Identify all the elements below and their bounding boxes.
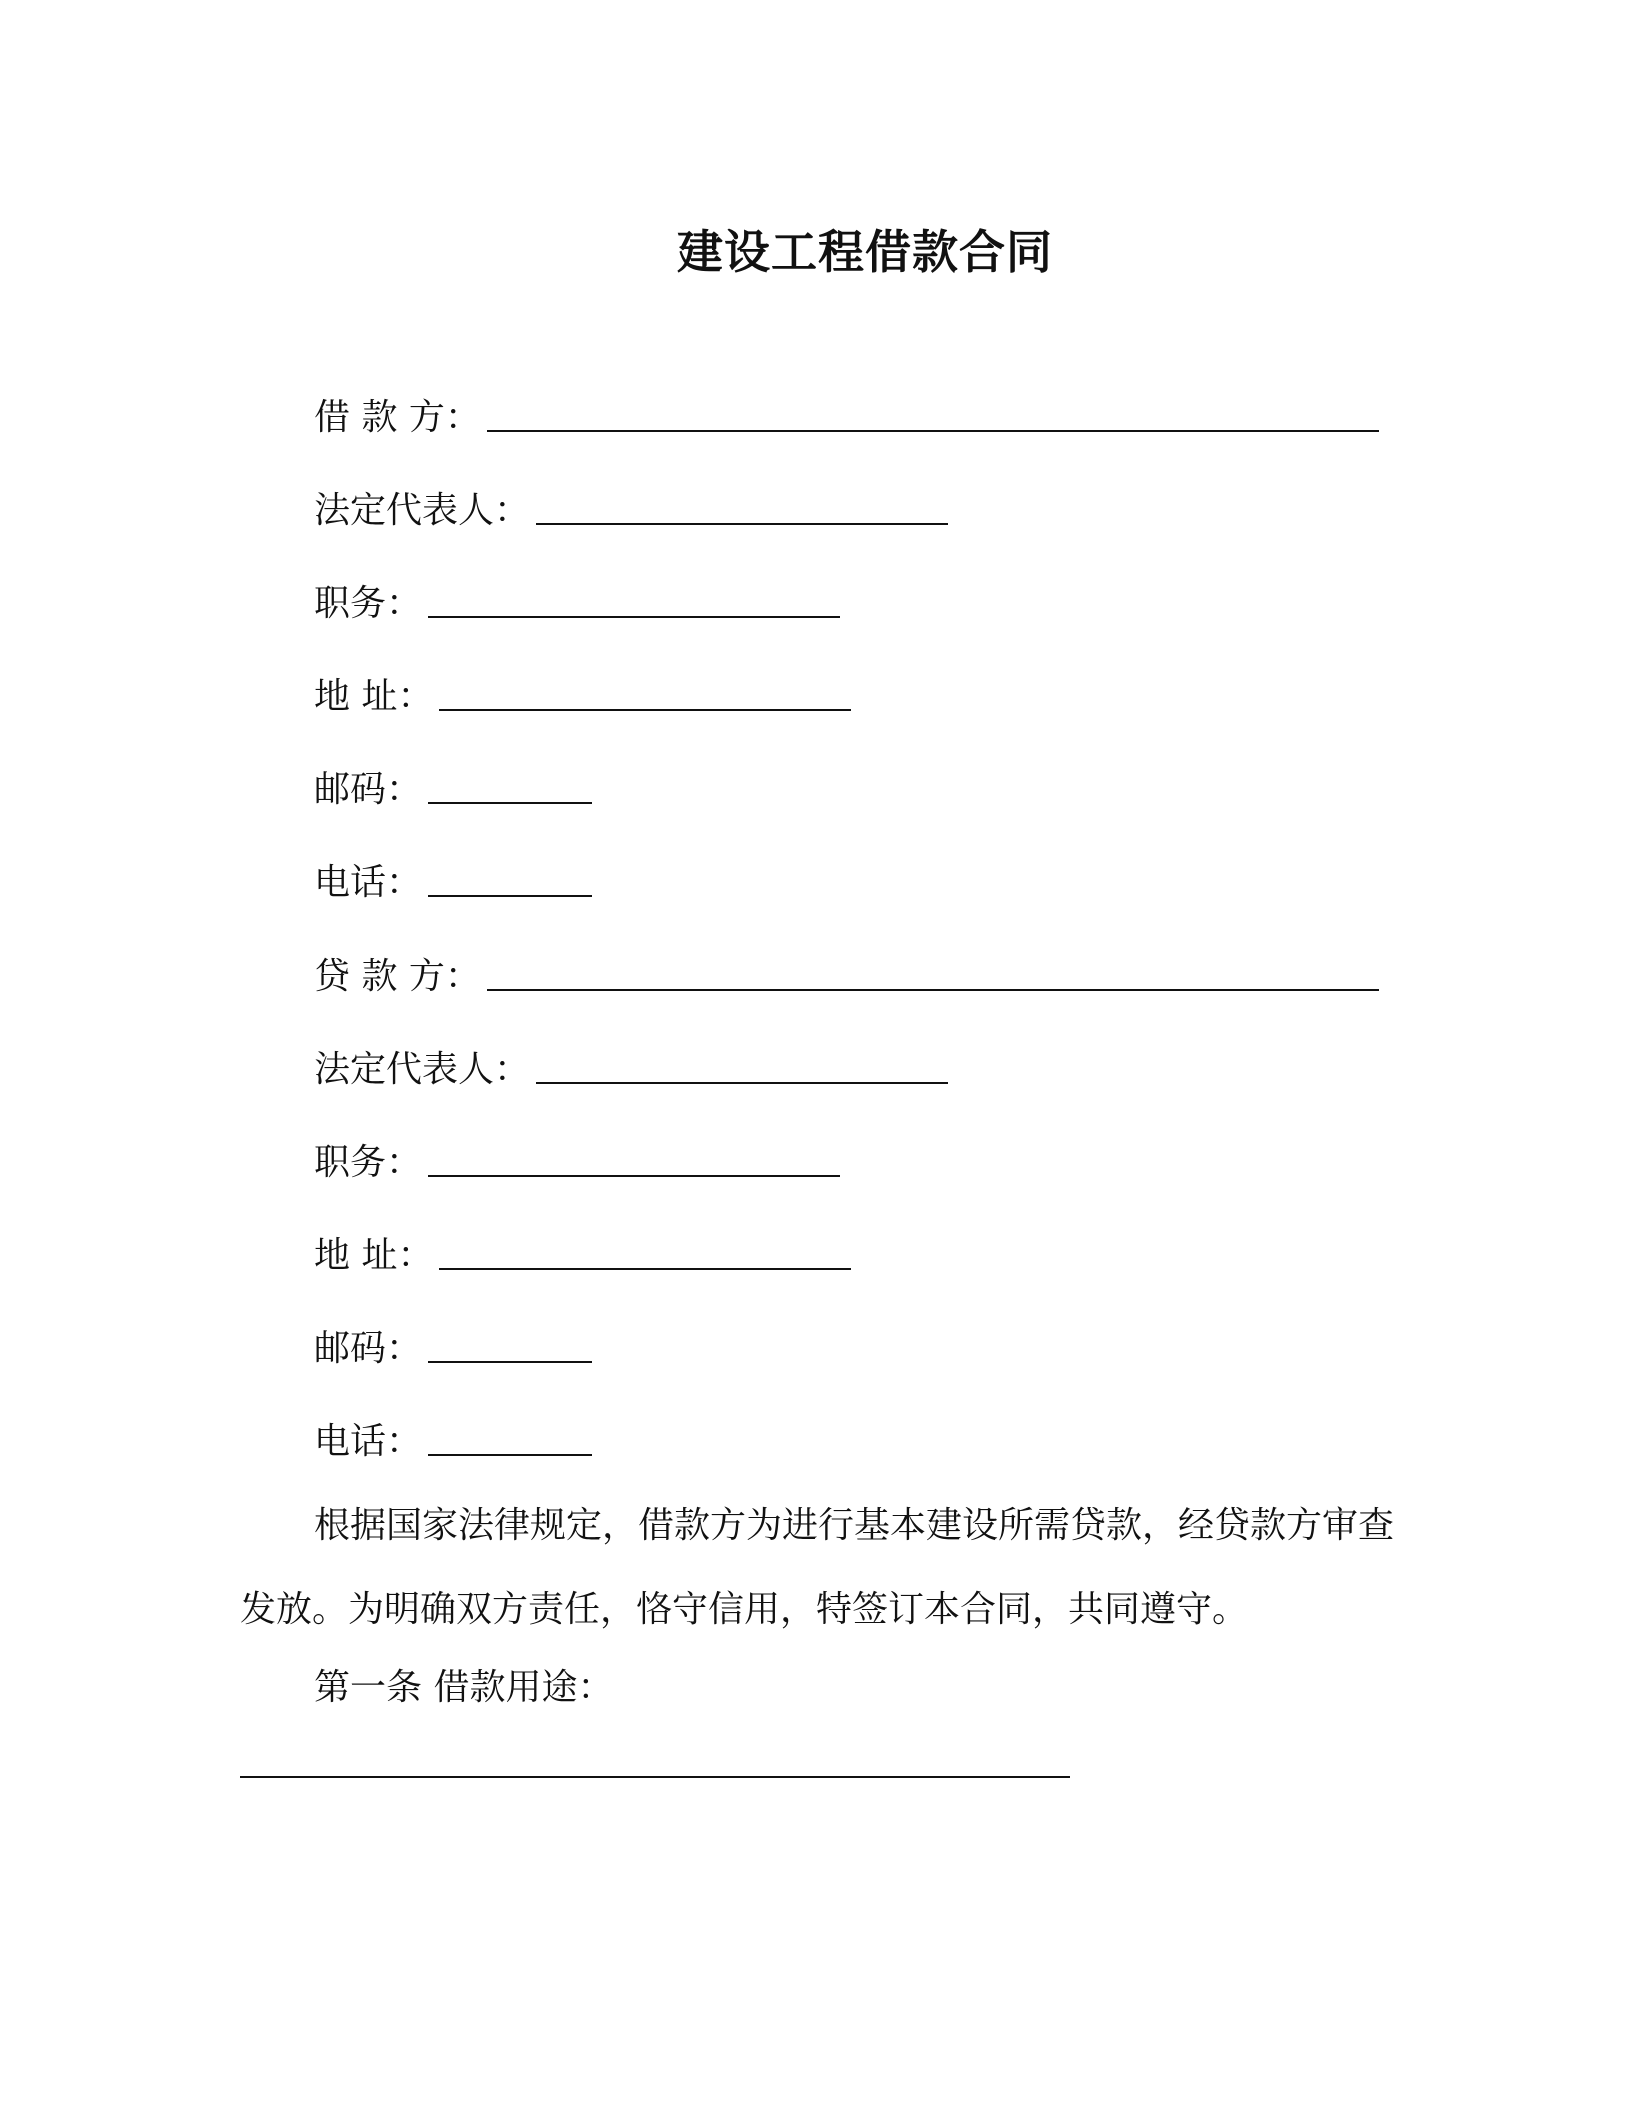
- lender-phone-field[interactable]: [314, 1410, 592, 1466]
- borrower-party-label: 借 款 方：: [314, 397, 481, 438]
- borrower-position-blank[interactable]: [428, 588, 840, 618]
- borrower-postcode-blank[interactable]: [428, 774, 592, 804]
- borrower-address-label: 地 址：: [314, 676, 434, 717]
- lender-rep-label: 法定代表人：: [314, 1049, 531, 1090]
- lender-address-field[interactable]: [314, 1224, 851, 1280]
- borrower-rep-label: 法定代表人：: [314, 490, 531, 531]
- lender-phone-blank[interactable]: [428, 1426, 592, 1456]
- borrower-phone-label: 电话：: [314, 862, 423, 903]
- borrower-phone-blank[interactable]: [428, 867, 592, 897]
- lender-party-label: 贷 款 方：: [314, 956, 481, 997]
- lender-address-label: 地 址：: [314, 1235, 434, 1276]
- borrower-postcode-field[interactable]: [314, 758, 592, 814]
- lender-position-label: 职务：: [314, 1142, 423, 1183]
- document-title: 建设工程借款合同: [677, 225, 1053, 279]
- lender-rep-field[interactable]: [314, 1038, 948, 1094]
- borrower-party-field[interactable]: [314, 386, 1379, 442]
- borrower-address-field[interactable]: [314, 665, 851, 721]
- clause-1-heading: 第一条 借款用途：: [314, 1667, 614, 1708]
- borrower-rep-field[interactable]: [314, 479, 948, 535]
- preamble-paragraph: 根据国家法律规定，借款方为进行基本建设所需贷款，经贷款方审查发放。为明确双方责任，恪守信用，特签订本合同，共同遵守。: [240, 1505, 1395, 1630]
- borrower-postcode-label: 邮码：: [314, 769, 423, 810]
- borrower-address-blank[interactable]: [439, 681, 851, 711]
- lender-postcode-label: 邮码：: [314, 1328, 423, 1369]
- lender-postcode-field[interactable]: [314, 1317, 592, 1373]
- lender-position-blank[interactable]: [428, 1147, 840, 1177]
- borrower-position-label: 职务：: [314, 583, 423, 624]
- loan-purpose-blank[interactable]: [240, 1776, 1070, 1778]
- borrower-party-blank[interactable]: [487, 402, 1379, 432]
- lender-rep-blank[interactable]: [536, 1054, 948, 1084]
- lender-position-field[interactable]: [314, 1131, 840, 1187]
- lender-phone-label: 电话：: [314, 1421, 423, 1462]
- lender-party-field[interactable]: [314, 945, 1379, 1001]
- borrower-rep-blank[interactable]: [536, 495, 948, 525]
- lender-address-blank[interactable]: [439, 1240, 851, 1270]
- borrower-phone-field[interactable]: [314, 851, 592, 907]
- lender-postcode-blank[interactable]: [428, 1333, 592, 1363]
- lender-party-blank[interactable]: [487, 961, 1379, 991]
- borrower-position-field[interactable]: [314, 572, 840, 628]
